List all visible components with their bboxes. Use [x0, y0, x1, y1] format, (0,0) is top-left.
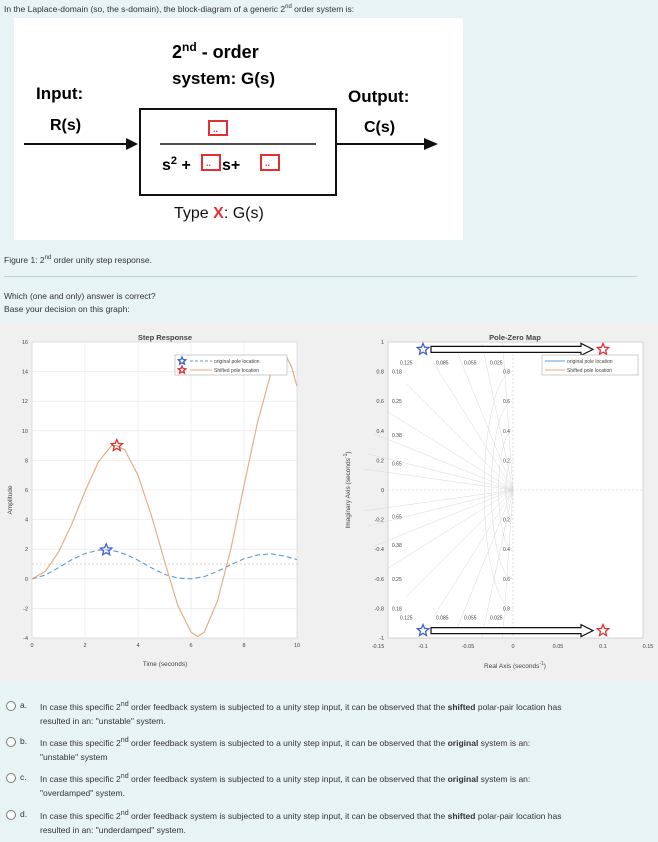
pz-xlabel: Real Axis (seconds$^{-1}$): [484, 661, 546, 670]
input-label: Input:: [36, 84, 84, 103]
pz-damping-top-label: 0.025: [490, 360, 503, 367]
step-xtick-label: 8: [242, 643, 246, 649]
step-ytick-label: 2: [24, 547, 28, 554]
pz-damping-top-label: 0.125: [400, 360, 413, 367]
pz-ytick-label: 0.4: [376, 428, 384, 435]
step-title: Step Response: [137, 333, 193, 342]
pz-damping-top-label: 0.125: [400, 615, 413, 622]
input-arrowhead: [126, 138, 138, 150]
transfer-function-box: [140, 109, 336, 195]
option-c-letter: c.: [20, 772, 27, 782]
pz-ytick-label: 0: [380, 488, 384, 494]
pz-damping-label: 0.38: [392, 433, 402, 440]
output-label: Output:: [348, 87, 410, 106]
step-xtick-label: 2: [83, 643, 87, 649]
step-ytick-label: 14: [21, 369, 28, 376]
step-xtick-label: 4: [136, 643, 140, 649]
pz-damping-label: 0.25: [392, 576, 402, 583]
step-legend-label: original pole location: [214, 359, 260, 365]
output-arrowhead: [424, 138, 438, 150]
step-ylabel: Amplitude: [7, 485, 14, 515]
step-ytick-label: 16: [21, 340, 28, 346]
pz-xtick-label: 0.15: [642, 644, 654, 650]
denominator-s: s+: [222, 157, 241, 174]
question-line1: Which (one and only) answer is correct?: [4, 291, 156, 301]
step-ytick-label: 12: [21, 399, 28, 406]
pz-damping-top-label: 0.085: [436, 615, 449, 622]
pz-ytick-label: 0.6: [376, 399, 384, 406]
step-xlabel: Time (seconds): [142, 661, 188, 668]
numerator-placeholder-glyph: ..: [213, 124, 219, 134]
step-legend-label: Shifted pole location: [214, 368, 260, 374]
step-ytick-label: -2: [23, 606, 28, 613]
option-a-radio[interactable]: [6, 701, 16, 711]
pz-ytick-label: 0.2: [376, 458, 384, 465]
graph-panel: [0, 322, 658, 682]
pz-xtick-label: -0.1: [418, 644, 428, 650]
pz-damping-label: 0.18: [392, 606, 402, 613]
pz-frequency-label: 0.4: [503, 547, 510, 554]
pz-xtick-label: 0: [511, 644, 515, 650]
pz-damping-label: 0.65: [392, 461, 402, 468]
option-b-letter: b.: [20, 736, 28, 746]
type-label: Type X: G(s): [174, 205, 264, 222]
pz-damping-top-label: 0.055: [464, 615, 477, 622]
divider: [4, 276, 637, 277]
pz-damping-top-label: 0.085: [436, 360, 449, 367]
option-b-text[interactable]: In case this specific 2nd order feedback system is subjected to a unity step input, it can be observed that the original system is an: "unstable" system: [40, 736, 531, 762]
pz-ytick-label: 1: [380, 340, 384, 346]
option-b-radio[interactable]: [6, 737, 16, 747]
step-legend: [175, 355, 287, 375]
coefficient-placeholder-glyph-1: ..: [206, 158, 212, 168]
pz-ytick-label: -0.2: [374, 517, 384, 524]
denominator-s2: $s^2$ +: [162, 155, 191, 174]
option-c-text[interactable]: In case this specific 2nd order feedback system is subjected to a unity step input, it can be observed that the original system is an: "overdamped" system.: [40, 772, 531, 798]
step-xtick-label: 0: [30, 643, 34, 649]
pz-legend: [542, 355, 638, 375]
bd-title-line2: system: G(s): [172, 69, 275, 88]
pz-frequency-label: 0.4: [503, 428, 510, 435]
pz-legend-label: Shifted pole location: [567, 368, 613, 374]
question-line2: Base your decision on this graph:: [4, 304, 130, 314]
pz-xtick-label: 0.05: [552, 644, 564, 650]
pz-damping-label: 0.38: [392, 542, 402, 549]
option-a-text[interactable]: In case this specific 2nd order feedback system is subjected to a unity step input, it can be observed that the shifted polar-pair location has resulted in an: "unstable" system.: [40, 700, 562, 726]
pz-damping-label: 0.25: [392, 399, 402, 406]
coefficient-placeholder-glyph-2: ..: [265, 158, 271, 168]
pz-ytick-label: 0.8: [376, 369, 384, 376]
option-d-radio[interactable]: [6, 810, 16, 820]
pz-frequency-label: 0.8: [503, 369, 510, 376]
pz-ylabel: Imaginary Axis (seconds$^{-1}$): [343, 451, 352, 529]
pz-frequency-label: 0.2: [503, 517, 510, 524]
pz-frequency-label: 0.6: [503, 576, 510, 583]
pz-frequency-label: 0.2: [503, 458, 510, 465]
step-ytick-label: 8: [24, 458, 28, 465]
pz-title: Pole-Zero Map: [489, 333, 541, 342]
pz-ytick-label: -0.8: [374, 606, 384, 613]
figure-caption: Figure 1: 2nd order unity step response.: [4, 255, 152, 265]
step-ytick-label: 4: [24, 517, 28, 524]
pz-frequency-label: 0.6: [503, 399, 510, 406]
option-d-letter: d.: [20, 809, 28, 819]
pz-frequency-label: 0.8: [503, 606, 510, 613]
pz-xtick-label: -0.15: [371, 644, 385, 650]
step-ytick-label: 0: [24, 576, 28, 583]
step-ytick-label: 6: [24, 488, 28, 494]
pz-legend-label: original pole location: [567, 359, 613, 365]
step-xtick-label: 6: [189, 643, 193, 649]
bd-title-line1: 2nd - order: [172, 40, 259, 62]
pz-damping-label: 0.18: [392, 369, 402, 376]
pz-xtick-label: 0.1: [599, 644, 607, 650]
pz-ytick-label: -0.4: [374, 547, 384, 554]
charts-svg: [0, 322, 658, 682]
block-diagram: [14, 18, 463, 240]
pz-damping-top-label: 0.055: [464, 360, 477, 367]
pz-damping-top-label: 0.025: [490, 615, 503, 622]
pz-ytick-label: -0.6: [374, 576, 384, 583]
block-diagram-panel: [14, 18, 463, 240]
output-signal: C(s): [364, 119, 396, 136]
pz-damping-label: 0.65: [392, 514, 402, 521]
option-d-text[interactable]: In case this specific 2nd order feedback system is subjected to a unity step input, it can be observed that the shifted polar-pair location has resulted in an: "underdamped" system.: [40, 809, 562, 835]
step-ytick-label: 10: [21, 428, 28, 435]
step-ytick-label: -4: [23, 636, 28, 642]
option-c-radio[interactable]: [6, 773, 16, 783]
intro-text: In the Laplace-domain (so, the s-domain), the block-diagram of a generic 2nd order system is:: [4, 4, 355, 14]
option-a-letter: a.: [20, 700, 28, 710]
pz-ytick-label: -1: [379, 636, 384, 642]
pz-xtick-label: -0.05: [461, 644, 475, 650]
input-signal: R(s): [50, 117, 82, 134]
step-xtick-label: 10: [293, 643, 301, 649]
